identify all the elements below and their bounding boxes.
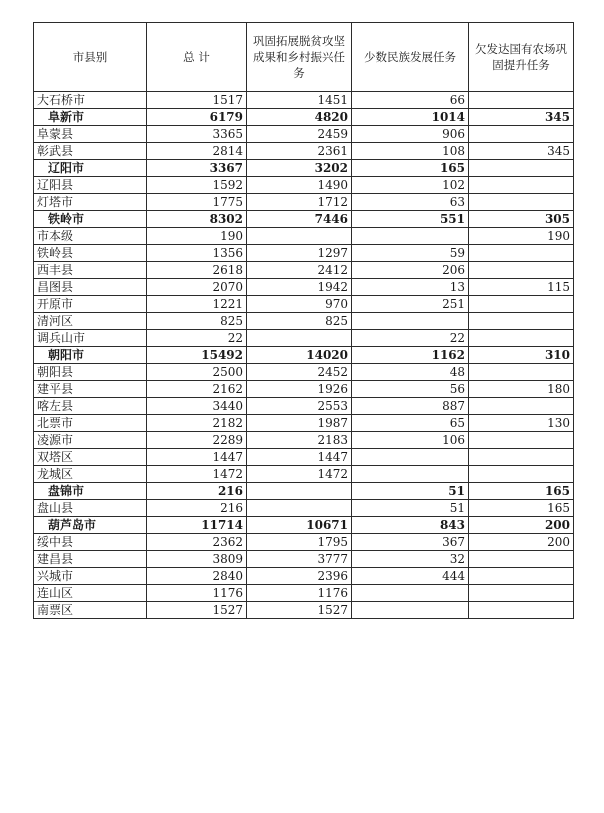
total-cell: 22 bbox=[147, 330, 247, 347]
region-cell: 彰武县 bbox=[34, 143, 147, 160]
total-cell: 1356 bbox=[147, 245, 247, 262]
state-farm-cell bbox=[469, 398, 574, 415]
total-cell: 2362 bbox=[147, 534, 247, 551]
region-cell: 葫芦岛市 bbox=[34, 517, 147, 534]
rural-revitalization-cell bbox=[247, 228, 352, 245]
region-cell: 昌图县 bbox=[34, 279, 147, 296]
total-cell: 3440 bbox=[147, 398, 247, 415]
state-farm-cell bbox=[469, 313, 574, 330]
rural-revitalization-cell: 2452 bbox=[247, 364, 352, 381]
rural-revitalization-cell: 3202 bbox=[247, 160, 352, 177]
rural-revitalization-cell: 970 bbox=[247, 296, 352, 313]
state-farm-cell bbox=[469, 194, 574, 211]
total-cell: 2182 bbox=[147, 415, 247, 432]
state-farm-cell bbox=[469, 449, 574, 466]
minority-development-cell: 51 bbox=[352, 500, 469, 517]
rural-revitalization-cell bbox=[247, 483, 352, 500]
table-row-city bbox=[34, 347, 574, 364]
table-row bbox=[34, 364, 574, 381]
region-cell: 盘山县 bbox=[34, 500, 147, 517]
minority-development-cell: 48 bbox=[352, 364, 469, 381]
header-minority-development: 少数民族发展任务 bbox=[352, 23, 469, 92]
rural-revitalization-cell: 1987 bbox=[247, 415, 352, 432]
total-cell: 2162 bbox=[147, 381, 247, 398]
minority-development-cell: 106 bbox=[352, 432, 469, 449]
total-cell: 1517 bbox=[147, 92, 247, 109]
minority-development-cell bbox=[352, 313, 469, 330]
minority-development-cell: 1014 bbox=[352, 109, 469, 126]
state-farm-cell: 345 bbox=[469, 109, 574, 126]
rural-revitalization-cell: 2459 bbox=[247, 126, 352, 143]
table-row bbox=[34, 194, 574, 211]
table-row bbox=[34, 602, 574, 619]
region-cell: 大石桥市 bbox=[34, 92, 147, 109]
table-row bbox=[34, 330, 574, 347]
table-row bbox=[34, 296, 574, 313]
region-cell: 朝阳市 bbox=[34, 347, 147, 364]
minority-development-cell: 367 bbox=[352, 534, 469, 551]
rural-revitalization-cell: 2396 bbox=[247, 568, 352, 585]
minority-development-cell: 444 bbox=[352, 568, 469, 585]
state-farm-cell bbox=[469, 432, 574, 449]
state-farm-cell bbox=[469, 364, 574, 381]
state-farm-cell: 200 bbox=[469, 534, 574, 551]
region-cell: 喀左县 bbox=[34, 398, 147, 415]
minority-development-cell: 22 bbox=[352, 330, 469, 347]
header-rural-revitalization: 巩固拓展脱贫攻坚成果和乡村振兴任务 bbox=[247, 23, 352, 92]
region-cell: 朝阳县 bbox=[34, 364, 147, 381]
minority-development-cell: 1162 bbox=[352, 347, 469, 364]
state-farm-cell bbox=[469, 177, 574, 194]
region-cell: 辽阳市 bbox=[34, 160, 147, 177]
region-cell: 盘锦市 bbox=[34, 483, 147, 500]
region-cell: 铁岭县 bbox=[34, 245, 147, 262]
state-farm-cell bbox=[469, 126, 574, 143]
state-farm-cell: 345 bbox=[469, 143, 574, 160]
table-row bbox=[34, 568, 574, 585]
total-cell: 1592 bbox=[147, 177, 247, 194]
table-row bbox=[34, 381, 574, 398]
rural-revitalization-cell: 1926 bbox=[247, 381, 352, 398]
rural-revitalization-cell: 3777 bbox=[247, 551, 352, 568]
minority-development-cell bbox=[352, 602, 469, 619]
state-farm-cell: 165 bbox=[469, 500, 574, 517]
state-farm-cell: 115 bbox=[469, 279, 574, 296]
table-row-city bbox=[34, 160, 574, 177]
minority-development-cell: 56 bbox=[352, 381, 469, 398]
rural-revitalization-cell: 4820 bbox=[247, 109, 352, 126]
rural-revitalization-cell: 1447 bbox=[247, 449, 352, 466]
region-cell: 双塔区 bbox=[34, 449, 147, 466]
minority-development-cell bbox=[352, 466, 469, 483]
rural-revitalization-cell: 1176 bbox=[247, 585, 352, 602]
total-cell: 1775 bbox=[147, 194, 247, 211]
rural-revitalization-cell: 1297 bbox=[247, 245, 352, 262]
total-cell: 1527 bbox=[147, 602, 247, 619]
minority-development-cell: 102 bbox=[352, 177, 469, 194]
minority-development-cell: 13 bbox=[352, 279, 469, 296]
region-cell: 建昌县 bbox=[34, 551, 147, 568]
total-cell: 2814 bbox=[147, 143, 247, 160]
rural-revitalization-cell: 2361 bbox=[247, 143, 352, 160]
table-row bbox=[34, 245, 574, 262]
minority-development-cell: 63 bbox=[352, 194, 469, 211]
region-cell: 龙城区 bbox=[34, 466, 147, 483]
header-region: 市县别 bbox=[34, 23, 147, 92]
region-cell: 开原市 bbox=[34, 296, 147, 313]
total-cell: 2070 bbox=[147, 279, 247, 296]
rural-revitalization-cell: 1712 bbox=[247, 194, 352, 211]
state-farm-cell bbox=[469, 466, 574, 483]
table-row bbox=[34, 126, 574, 143]
header-state-farm: 欠发达国有农场巩固提升任务 bbox=[469, 23, 574, 92]
rural-revitalization-cell: 1795 bbox=[247, 534, 352, 551]
table-row bbox=[34, 279, 574, 296]
region-cell: 辽阳县 bbox=[34, 177, 147, 194]
table-row bbox=[34, 177, 574, 194]
minority-development-cell: 551 bbox=[352, 211, 469, 228]
region-cell: 阜新市 bbox=[34, 109, 147, 126]
table-row-city bbox=[34, 211, 574, 228]
state-farm-cell: 190 bbox=[469, 228, 574, 245]
table-row bbox=[34, 398, 574, 415]
minority-development-cell: 887 bbox=[352, 398, 469, 415]
state-farm-cell: 310 bbox=[469, 347, 574, 364]
minority-development-cell: 59 bbox=[352, 245, 469, 262]
state-farm-cell bbox=[469, 585, 574, 602]
rural-revitalization-cell: 2412 bbox=[247, 262, 352, 279]
state-farm-cell bbox=[469, 330, 574, 347]
table-header-row bbox=[34, 23, 574, 92]
minority-development-cell: 251 bbox=[352, 296, 469, 313]
rural-revitalization-cell: 14020 bbox=[247, 347, 352, 364]
state-farm-cell bbox=[469, 551, 574, 568]
minority-development-cell: 65 bbox=[352, 415, 469, 432]
table-row bbox=[34, 228, 574, 245]
table-row bbox=[34, 432, 574, 449]
total-cell: 3367 bbox=[147, 160, 247, 177]
total-cell: 2289 bbox=[147, 432, 247, 449]
total-cell: 1176 bbox=[147, 585, 247, 602]
rural-revitalization-cell: 2183 bbox=[247, 432, 352, 449]
region-cell: 凌源市 bbox=[34, 432, 147, 449]
rural-revitalization-cell bbox=[247, 330, 352, 347]
table-row-city bbox=[34, 517, 574, 534]
rural-revitalization-cell: 10671 bbox=[247, 517, 352, 534]
table-row bbox=[34, 585, 574, 602]
minority-development-cell: 51 bbox=[352, 483, 469, 500]
state-farm-cell bbox=[469, 296, 574, 313]
minority-development-cell: 206 bbox=[352, 262, 469, 279]
total-cell: 1447 bbox=[147, 449, 247, 466]
rural-revitalization-cell: 825 bbox=[247, 313, 352, 330]
total-cell: 216 bbox=[147, 483, 247, 500]
table-row bbox=[34, 415, 574, 432]
region-cell: 灯塔市 bbox=[34, 194, 147, 211]
total-cell: 2618 bbox=[147, 262, 247, 279]
region-cell: 绥中县 bbox=[34, 534, 147, 551]
table-row bbox=[34, 551, 574, 568]
table-row bbox=[34, 449, 574, 466]
total-cell: 190 bbox=[147, 228, 247, 245]
total-cell: 1472 bbox=[147, 466, 247, 483]
total-cell: 3809 bbox=[147, 551, 247, 568]
table-row-city bbox=[34, 109, 574, 126]
minority-development-cell: 108 bbox=[352, 143, 469, 160]
table-row bbox=[34, 262, 574, 279]
table-row-city bbox=[34, 483, 574, 500]
region-cell: 南票区 bbox=[34, 602, 147, 619]
region-cell: 市本级 bbox=[34, 228, 147, 245]
state-farm-cell bbox=[469, 602, 574, 619]
minority-development-cell: 165 bbox=[352, 160, 469, 177]
total-cell: 216 bbox=[147, 500, 247, 517]
minority-development-cell: 32 bbox=[352, 551, 469, 568]
total-cell: 1221 bbox=[147, 296, 247, 313]
table-row bbox=[34, 313, 574, 330]
state-farm-cell: 305 bbox=[469, 211, 574, 228]
total-cell: 6179 bbox=[147, 109, 247, 126]
state-farm-cell: 180 bbox=[469, 381, 574, 398]
table-row bbox=[34, 500, 574, 517]
total-cell: 15492 bbox=[147, 347, 247, 364]
rural-revitalization-cell: 1472 bbox=[247, 466, 352, 483]
table-row bbox=[34, 143, 574, 160]
state-farm-cell bbox=[469, 245, 574, 262]
state-farm-cell: 165 bbox=[469, 483, 574, 500]
state-farm-cell bbox=[469, 568, 574, 585]
rural-revitalization-cell: 7446 bbox=[247, 211, 352, 228]
total-cell: 2500 bbox=[147, 364, 247, 381]
region-cell: 北票市 bbox=[34, 415, 147, 432]
table-row bbox=[34, 466, 574, 483]
rural-revitalization-cell: 1451 bbox=[247, 92, 352, 109]
table-row bbox=[34, 92, 574, 109]
total-cell: 11714 bbox=[147, 517, 247, 534]
state-farm-cell: 200 bbox=[469, 517, 574, 534]
state-farm-cell: 130 bbox=[469, 415, 574, 432]
minority-development-cell bbox=[352, 228, 469, 245]
table-body bbox=[34, 92, 574, 619]
region-cell: 阜蒙县 bbox=[34, 126, 147, 143]
header-total: 总 计 bbox=[147, 23, 247, 92]
allocation-table bbox=[33, 22, 574, 619]
region-cell: 兴城市 bbox=[34, 568, 147, 585]
rural-revitalization-cell bbox=[247, 500, 352, 517]
region-cell: 连山区 bbox=[34, 585, 147, 602]
total-cell: 825 bbox=[147, 313, 247, 330]
region-cell: 建平县 bbox=[34, 381, 147, 398]
total-cell: 8302 bbox=[147, 211, 247, 228]
minority-development-cell: 66 bbox=[352, 92, 469, 109]
minority-development-cell: 906 bbox=[352, 126, 469, 143]
total-cell: 2840 bbox=[147, 568, 247, 585]
rural-revitalization-cell: 1527 bbox=[247, 602, 352, 619]
table-row bbox=[34, 534, 574, 551]
region-cell: 调兵山市 bbox=[34, 330, 147, 347]
minority-development-cell: 843 bbox=[352, 517, 469, 534]
minority-development-cell bbox=[352, 449, 469, 466]
region-cell: 铁岭市 bbox=[34, 211, 147, 228]
rural-revitalization-cell: 2553 bbox=[247, 398, 352, 415]
state-farm-cell bbox=[469, 262, 574, 279]
state-farm-cell bbox=[469, 92, 574, 109]
total-cell: 3365 bbox=[147, 126, 247, 143]
rural-revitalization-cell: 1490 bbox=[247, 177, 352, 194]
region-cell: 西丰县 bbox=[34, 262, 147, 279]
region-cell: 清河区 bbox=[34, 313, 147, 330]
rural-revitalization-cell: 1942 bbox=[247, 279, 352, 296]
minority-development-cell bbox=[352, 585, 469, 602]
state-farm-cell bbox=[469, 160, 574, 177]
